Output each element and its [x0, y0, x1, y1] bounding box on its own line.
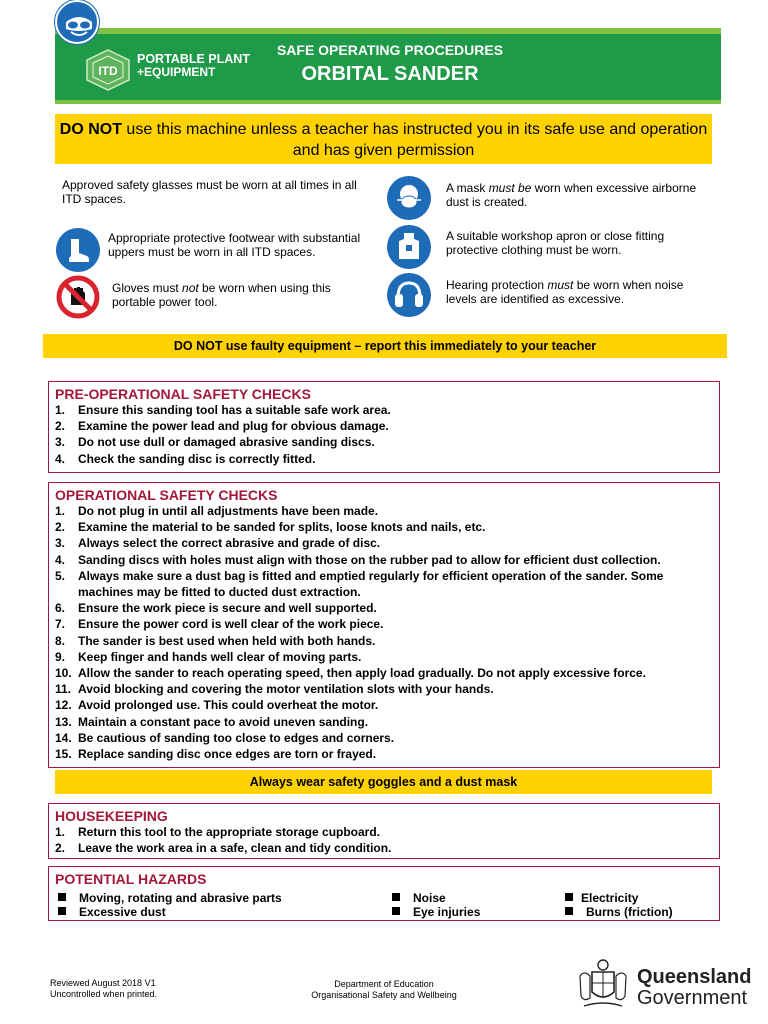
item-text: Sanding discs with holes must align with those on the rubber pad to allow for efficient dust collection.: [78, 552, 661, 567]
list-item: [55, 730, 713, 746]
item-text: Keep finger and hands well clear of moving parts.: [78, 649, 362, 664]
hazard-text: Excessive dust: [79, 905, 166, 919]
page-title: ORBITAL SANDER: [301, 63, 479, 85]
item-number: 11.: [55, 682, 72, 697]
mask-requirement: [446, 181, 716, 209]
item-number: 2.: [55, 841, 66, 856]
item-number: 6.: [55, 601, 66, 616]
section-title: PRE-OPERATIONAL SAFETY CHECKS: [55, 386, 311, 402]
hazard-item: [565, 891, 638, 905]
hearing-text-1: Hearing protection: [446, 278, 548, 292]
item-text: Do not use dull or damaged abrasive sanding discs.: [78, 435, 375, 450]
header-top-stripe: [55, 28, 721, 34]
item-text: Always select the correct abrasive and grade of disc.: [78, 536, 381, 551]
item-number: 2.: [55, 520, 66, 535]
item-text: Avoid blocking and covering the motor ventilation slots with your hands.: [78, 682, 494, 697]
item-number: 4.: [55, 552, 66, 567]
list-item: [55, 600, 713, 616]
logo-line-2: +EQUIPMENT: [137, 65, 216, 79]
housekeeping-section: [48, 803, 720, 859]
no-gloves-icon: [56, 275, 100, 319]
item-text: Examine the material to be sanded for splits, loose knots and nails, etc.: [78, 520, 486, 535]
bullet-square-icon: [565, 893, 573, 901]
mask-text-1: A mask: [446, 181, 489, 195]
list-item: [55, 633, 713, 649]
list-item: [55, 402, 713, 418]
item-number: 7.: [55, 617, 66, 632]
mask-text-2: worn when excessive airborne dust is created.: [446, 181, 697, 209]
department-name: Department of Education: [334, 979, 434, 989]
item-number: 14.: [55, 730, 72, 745]
list-item: [55, 681, 713, 697]
hazard-text: Burns (friction): [586, 905, 673, 919]
hazard-item: [565, 905, 673, 919]
hearing-text-em: must: [547, 278, 574, 292]
item-text: Ensure the work piece is secure and well supported.: [78, 601, 377, 616]
permission-warning: [55, 114, 712, 164]
mask-text-em: must be: [488, 181, 532, 195]
hazard-item: [392, 891, 446, 905]
item-number: 5.: [55, 568, 66, 583]
item-text: Ensure the power cord is well clear of the work piece.: [78, 617, 384, 632]
hearing-text-2: be worn when noise levels are identified as excessive.: [446, 278, 684, 306]
bullet-square-icon: [392, 893, 400, 901]
item-number: 4.: [55, 451, 66, 466]
hazard-text: Eye injuries: [413, 905, 481, 919]
hazard-text: Electricity: [581, 891, 639, 905]
section-title: HOUSEKEEPING: [55, 808, 168, 824]
gov-line-2: Government: [637, 987, 748, 1009]
list-item: [55, 665, 713, 681]
queensland-crest-icon: [574, 956, 632, 1014]
ear-protection-icon: [387, 273, 431, 317]
pre-operational-list: [55, 402, 713, 467]
item-text: Always make sure a dust bag is fitted and emptied regularly for efficient operation of the sander. Some machines may be fitted to ducted dust extraction.: [78, 568, 664, 600]
logo-line-1: PORTABLE PLANT: [137, 52, 250, 66]
item-number: 1.: [55, 403, 66, 417]
section-title: OPERATIONAL SAFETY CHECKS: [55, 487, 278, 503]
bullet-square-icon: [565, 907, 573, 915]
sop-label: SAFE OPERATING PROCEDURES: [276, 42, 504, 58]
item-text: Allow the sander to reach operating speed, then apply load gradually. Do not apply excessive force.: [78, 666, 646, 681]
glasses-requirement: Approved safety glasses must be worn at all times in all ITD spaces.: [62, 178, 357, 206]
hazard-item: [58, 891, 282, 905]
list-item: [55, 714, 713, 730]
item-number: 13.: [55, 714, 72, 729]
pre-operational-section: [48, 381, 720, 473]
item-text: Check the sanding disc is correctly fitted.: [78, 451, 316, 466]
item-number: 3.: [55, 435, 66, 450]
hazard-text: Moving, rotating and abrasive parts: [79, 891, 282, 905]
warning-text: use this machine unless a teacher has instructed you in its safe use and operation and has given permission: [121, 121, 708, 159]
reviewed-date: Reviewed August 2018 V1: [50, 978, 156, 988]
hazard-item: [58, 905, 166, 919]
list-item: [55, 840, 713, 856]
queensland-government-logo: [637, 967, 751, 1009]
itd-logo: [85, 49, 131, 91]
gov-line-1: Queensland: [637, 966, 752, 988]
list-item: [55, 568, 713, 600]
item-text: Do not plug in until all adjustments have been made.: [78, 504, 379, 518]
item-text: Ensure this sanding tool has a suitable safe work area.: [78, 403, 391, 417]
gloves-text-2: be worn when using this portable power tool.: [112, 281, 331, 309]
item-number: 8.: [55, 633, 66, 648]
apron-icon: [387, 225, 431, 269]
operational-list: [55, 503, 713, 762]
item-text: Be cautious of sanding too close to edges and corners.: [78, 730, 395, 745]
hazards-list: [55, 887, 713, 921]
item-number: 2.: [55, 419, 66, 434]
faulty-equipment-banner: DO NOT use faulty equipment – report this immediately to your teacher: [43, 334, 727, 358]
hazard-text: Noise: [413, 891, 446, 905]
item-number: 1.: [55, 825, 66, 839]
header-bottom-stripe: [55, 100, 721, 104]
list-item: [55, 519, 713, 535]
unit-name: Organisational Safety and Wellbeing: [311, 990, 457, 1000]
section-title: POTENTIAL HAZARDS: [55, 871, 207, 887]
item-text: The sander is best used when held with both hands.: [78, 633, 376, 648]
item-number: 12.: [55, 698, 72, 713]
itd-logo-mark: ITD: [98, 64, 118, 78]
uncontrolled-note: Uncontrolled when printed.: [50, 989, 158, 999]
item-text: Leave the work area in a safe, clean and tidy condition.: [78, 841, 392, 856]
housekeeping-list: [55, 824, 713, 856]
hazards-section: [48, 866, 720, 921]
item-number: 3.: [55, 536, 66, 551]
list-item: [55, 451, 713, 467]
list-item: [55, 616, 713, 632]
item-number: 15.: [55, 747, 72, 762]
item-number: 9.: [55, 649, 66, 664]
hazard-item: [392, 905, 480, 919]
hearing-requirement: [446, 278, 716, 306]
header-banner: [55, 28, 721, 104]
list-item: [55, 418, 713, 434]
goggles-mask-banner: Always wear safety goggles and a dust mask: [55, 770, 712, 794]
item-number: 10.: [55, 666, 72, 681]
bullet-square-icon: [58, 893, 66, 901]
list-item: [55, 552, 713, 568]
list-item: [55, 503, 713, 519]
item-number: 1.: [55, 504, 66, 518]
warning-bold: DO NOT: [59, 121, 122, 138]
list-item: [55, 434, 713, 450]
list-item: [55, 746, 713, 762]
bullet-square-icon: [58, 907, 66, 915]
apron-requirement: A suitable workshop apron or close fitting protective clothing must be worn.: [446, 229, 665, 257]
dust-mask-icon: [387, 176, 431, 220]
list-item: [55, 649, 713, 665]
gloves-text-em: not: [182, 281, 199, 295]
item-text: Examine the power lead and plug for obvious damage.: [78, 419, 389, 434]
item-text: Return this tool to the appropriate storage cupboard.: [78, 825, 381, 839]
list-item: [55, 697, 713, 713]
bullet-square-icon: [392, 907, 400, 915]
list-item: [55, 824, 713, 840]
gloves-requirement: [112, 281, 372, 309]
boots-icon: [56, 228, 100, 272]
safety-goggles-icon: [55, 0, 99, 44]
list-item: [55, 535, 713, 551]
item-text: Maintain a constant pace to avoid uneven sanding.: [78, 714, 369, 729]
itd-logo-text: [137, 53, 250, 79]
gloves-text-1: Gloves must: [112, 281, 183, 295]
item-text: Avoid prolonged use. This could overheat the motor.: [78, 698, 379, 713]
footwear-requirement: Appropriate protective footwear with substantial uppers must be worn in all ITD spaces.: [108, 231, 361, 259]
operational-section: [48, 482, 720, 768]
item-text: Replace sanding disc once edges are torn or frayed.: [78, 747, 377, 762]
